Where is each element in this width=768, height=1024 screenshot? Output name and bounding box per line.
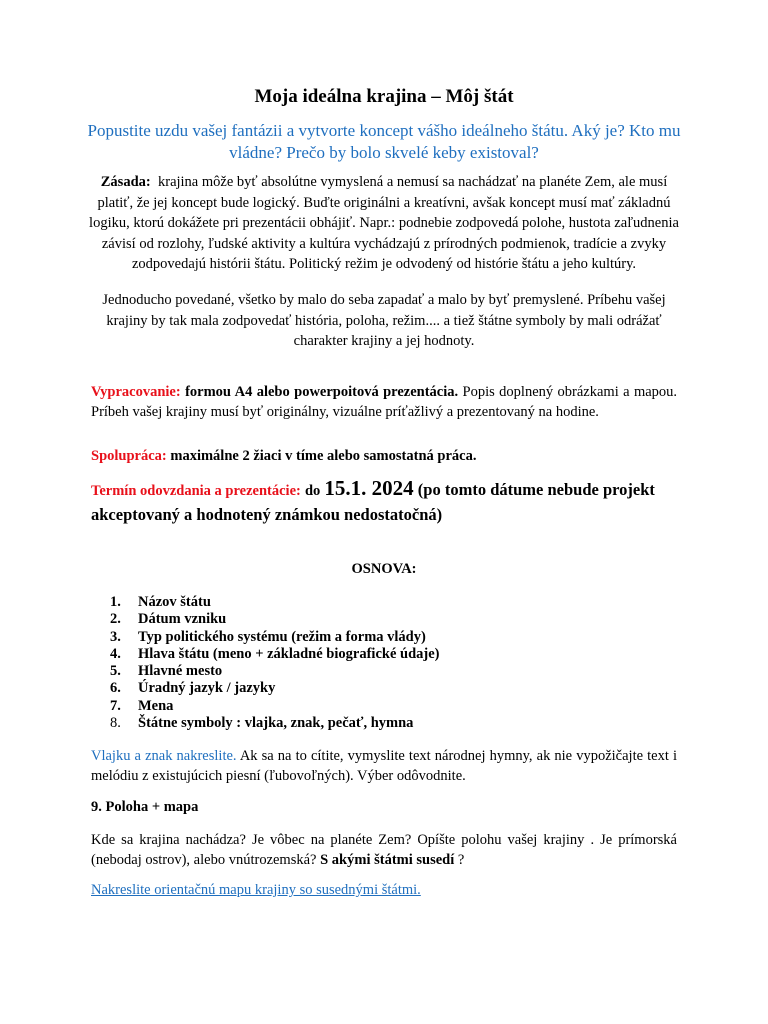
summary-paragraph: Jednoducho povedané, všetko by malo do seba zapadať a malo by byť premyslené. Príbehu vašej krajiny by tak mala zodpovedať história, poloha, režim.... a tiež štátne symboly by mali odrážať charakter krajiny a jej hodnoty.: [102, 292, 666, 349]
cooperation-label: Spolupráca:: [91, 448, 167, 464]
rule-text: krajina môže byť absolútne vymyslená a nemusí sa nachádzať na planéte Zem, ale musí platiť, že jej koncept bude logický. Buďte originálni a kreatívni, avšak koncept musí mať základnú logiku, ktorú dokážete pri prezentácii obhájiť. Napr.: podnebie zodpovedá polohe, hustota zaľudnenia závisí od rozlohy, ľudské aktivity a kultúra vychádzajú z prírodných podmienok, tradície a zvyky zodpovedajú histórii štátu. Politický režim je odvodený od histórie štátu a jeho kultúry.: [89, 174, 679, 272]
list-item: 5. Hlavné mesto: [110, 663, 223, 680]
deadline-text: (po tomto dátume nebude projekt akceptovaný a hodnotený známkou nedostatočná): [91, 480, 655, 524]
elaboration-label: Vypracovanie:: [91, 384, 181, 400]
cooperation-text: maximálne 2 žiaci v tíme alebo samostatná práca.: [170, 448, 477, 464]
elaboration-text: Popis doplnený obrázkami a mapou. Príbeh vašej krajiny musí byť originálny, vizuálne príťažlivý a prezentovaný na hodine.: [91, 384, 678, 420]
deadline-paragraph: [91, 476, 671, 527]
location-paragraph: [91, 830, 677, 870]
elaboration-paragraph: [91, 382, 677, 422]
map-link-paragraph: [91, 880, 677, 900]
list-item: 3. Typ politického systému (režim a forma vlády): [110, 628, 426, 645]
location-tail: ?: [457, 852, 465, 868]
elaboration-bold: formou A4 alebo powerpoitová prezentácia.: [185, 384, 459, 400]
outline-heading: OSNOVA:: [351, 561, 417, 577]
list-item: 7. Mena: [110, 697, 174, 714]
deadline-label: Termín odovzdania a prezentácie:: [91, 483, 301, 499]
list-item: 2. Dátum vzniku: [110, 611, 227, 628]
cooperation-paragraph: [91, 446, 677, 466]
deadline-prefix: do: [304, 483, 321, 499]
location-bold: S akými štátmi susedí: [320, 852, 455, 868]
map-instruction-link[interactable]: Nakreslite orientačnú mapu krajiny so susednými štátmi.: [91, 882, 421, 898]
location-heading: 9. Poloha + mapa: [91, 799, 199, 815]
list-item: 8. Štátne symboly : vlajka, znak, pečať, hymna: [110, 715, 414, 732]
list-item: 6. Úradný jazyk / jazyky: [110, 680, 276, 697]
page-title: Moja ideálna krajina – Môj štát: [254, 86, 514, 107]
flag-text: Ak sa na to cítite, vymyslite text národnej hymny, ak nie vypožičajte text i melódiu z existujúcich piesní (ľubovoľných). Výber odôvodnite.: [91, 748, 677, 784]
rule-label: Zásada:: [100, 174, 151, 190]
deadline-date: 15.1. 2024: [324, 476, 414, 500]
location-text: Kde sa krajina nachádza? Je vôbec na planéte Zem? Opíšte polohu vašej krajiny . Je prímorská (nebodaj ostrov), alebo vnútrozemská?: [91, 832, 677, 868]
flag-instruction: Vlajku a znak nakreslite.: [91, 748, 237, 764]
outline-list: [110, 594, 439, 732]
list-item: 4. Hlava štátu (meno + základné biografické údaje): [110, 645, 440, 662]
rule-paragraph: [86, 172, 682, 275]
list-item: 1. Názov štátu: [110, 594, 211, 610]
flag-paragraph: [91, 746, 677, 786]
subtitle: Popustite uzdu vašej fantázii a vytvorte koncept vášho ideálneho štátu. Aký je? Kto mu vládne? Prečo by bolo skvelé keby existoval?: [87, 121, 681, 162]
